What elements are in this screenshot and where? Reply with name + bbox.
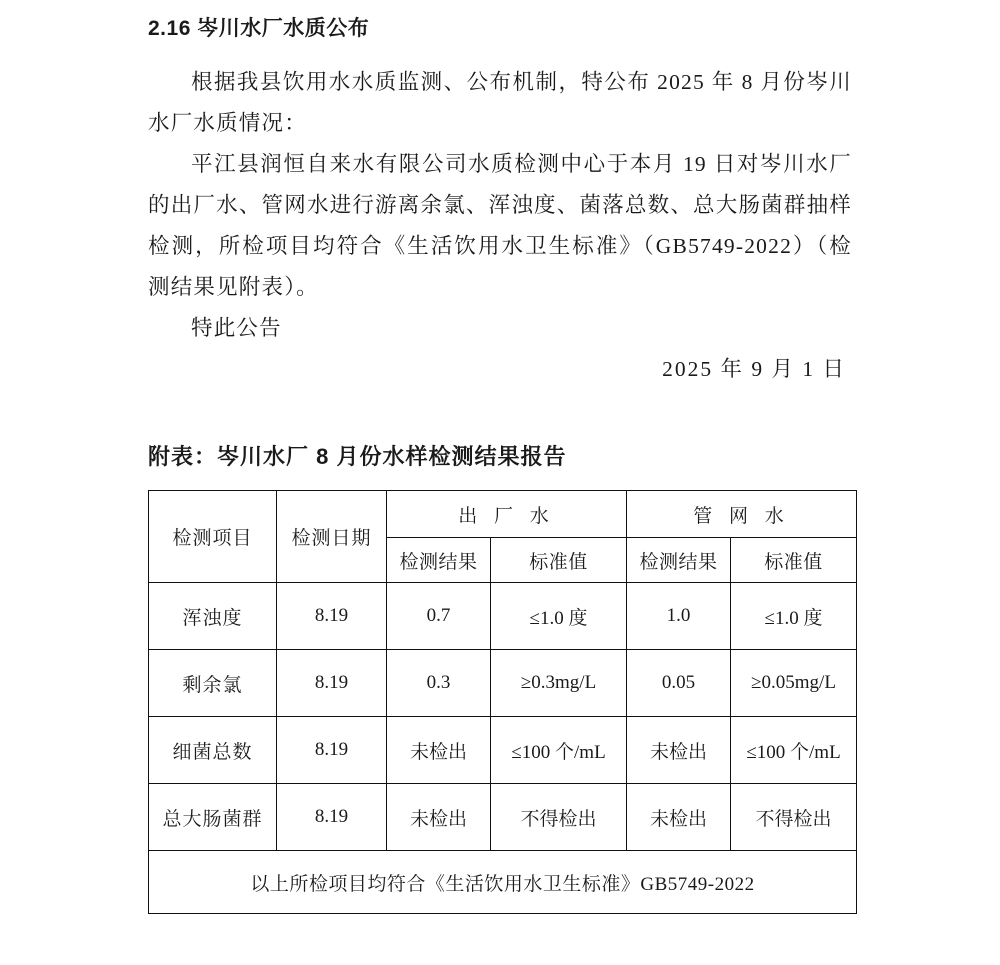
cell-network-result: 未检出 [627,784,731,851]
paragraph-2: 平江县润恒自来水有限公司水质检测中心于本月 19 日对岑川水厂的出厂水、管网水进行游离余氯、浑浊度、菌落总数、总大肠菌群抽样检测，所检项目均符合《生活饮用水卫生标准》（GB5749-2022）（检测结果见附表）。 [148,152,852,299]
cell-item: 浑浊度 [149,583,277,650]
paragraph-3: 特此公告 [191,316,282,340]
page-title: 2.16 岑川水厂水质公布 [148,17,370,40]
header-group-network: 管 网 水 [627,491,857,538]
cell-date: 8.19 [277,650,387,717]
cell-plant-standard: ≥0.3mg/L [491,650,627,717]
header-network-result: 检测结果 [627,538,731,583]
cell-network-result: 未检出 [627,717,731,784]
cell-plant-standard: 不得检出 [491,784,627,851]
cell-plant-result: 0.7 [387,583,491,650]
header-group-plant: 出 厂 水 [387,491,627,538]
cell-plant-result: 未检出 [387,784,491,851]
cell-network-standard: 不得检出 [731,784,857,851]
cell-network-result: 1.0 [627,583,731,650]
cell-item: 细菌总数 [149,717,277,784]
table-row [149,583,857,650]
cell-item: 总大肠菌群 [149,784,277,851]
header-network-standard: 标准值 [731,538,857,583]
cell-plant-standard: ≤1.0 度 [491,583,627,650]
publish-date: 2025 年 9 月 1 日 [662,357,846,381]
cell-date: 8.19 [277,717,387,784]
water-quality-table [148,490,857,914]
table-header-row-1 [149,491,857,538]
table-footnote: 以上所检项目均符合《生活饮用水卫生标准》GB5749-2022 [149,851,857,914]
cell-item: 剩余氯 [149,650,277,717]
header-plant-standard: 标准值 [491,538,627,583]
header-item: 检测项目 [149,491,277,583]
table-row [149,784,857,851]
cell-plant-result: 未检出 [387,717,491,784]
document-body [148,62,852,390]
cell-network-standard: ≤100 个/mL [731,717,857,784]
table-row [149,717,857,784]
cell-network-standard: ≤1.0 度 [731,583,857,650]
header-date: 检测日期 [277,491,387,583]
cell-date: 8.19 [277,784,387,851]
attachment-title: 附表：岑川水厂 8 月份水样检测结果报告 [148,444,567,469]
cell-plant-result: 0.3 [387,650,491,717]
paragraph-1: 根据我县饮用水水质监测、公布机制，特公布 2025 年 8 月份岑川水厂水质情况： [148,70,852,135]
header-plant-result: 检测结果 [387,538,491,583]
cell-date: 8.19 [277,583,387,650]
cell-plant-standard: ≤100 个/mL [491,717,627,784]
cell-network-standard: ≥0.05mg/L [731,650,857,717]
cell-network-result: 0.05 [627,650,731,717]
table-footnote-row [149,851,857,914]
table-row [149,650,857,717]
